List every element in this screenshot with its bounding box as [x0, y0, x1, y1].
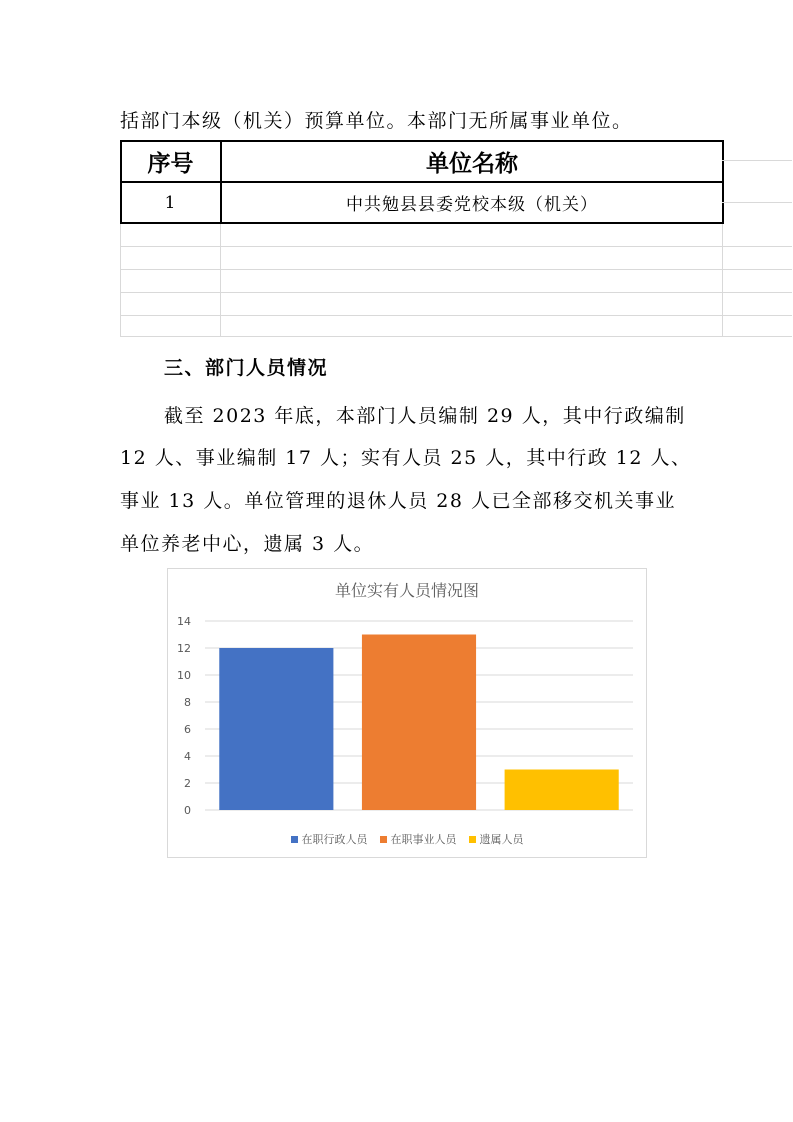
legend-swatch — [380, 836, 387, 843]
y-tick-label: 14 — [177, 615, 191, 628]
table-cell-index: 1 — [164, 192, 177, 213]
y-tick-label: 2 — [184, 777, 191, 790]
table-header-index: 序号 — [147, 150, 194, 177]
chart-title: 单位实有人员情况图 — [334, 581, 480, 600]
paragraph-line: 12 人、事业编制 17 人；实有人员 25 人，其中行政 12 人、 — [120, 447, 692, 469]
table-cell-unit-name: 中共勉县县委党校本级（机关） — [346, 195, 598, 215]
y-tick-label: 0 — [184, 804, 191, 817]
y-tick-label: 8 — [184, 696, 191, 709]
paragraph-line: 事业 13 人。单位管理的退休人员 28 人已全部移交机关事业 — [120, 490, 677, 512]
bar-1 — [219, 648, 333, 810]
legend-label: 在职行政人员 — [301, 833, 368, 846]
staff-bar-chart — [167, 568, 647, 858]
y-tick-label: 12 — [177, 642, 191, 655]
legend-item — [469, 831, 524, 847]
legend-label: 在职事业人员 — [390, 833, 457, 846]
paragraph-line: 括部门本级（机关）预算单位。本部门无所属事业单位。 — [120, 110, 633, 132]
legend-item — [291, 831, 368, 847]
y-tick-label: 4 — [184, 750, 191, 763]
legend-item — [380, 831, 457, 847]
chart-legend — [168, 831, 646, 847]
bar-3 — [505, 770, 619, 811]
legend-swatch — [469, 836, 476, 843]
legend-label: 遗属人员 — [479, 833, 524, 846]
paragraph-line: 单位养老中心，遗属 3 人。 — [120, 533, 375, 555]
y-tick-label: 6 — [184, 723, 191, 736]
section-heading: 三、部门人员情况 — [164, 357, 329, 379]
chart-canvas — [168, 569, 646, 857]
table-header-unit-name: 单位名称 — [426, 150, 518, 177]
paragraph-line: 截至 2023 年底，本部门人员编制 29 人，其中行政编制 — [164, 405, 686, 427]
legend-swatch — [291, 836, 298, 843]
y-tick-label: 10 — [177, 669, 191, 682]
bar-2 — [362, 635, 476, 811]
